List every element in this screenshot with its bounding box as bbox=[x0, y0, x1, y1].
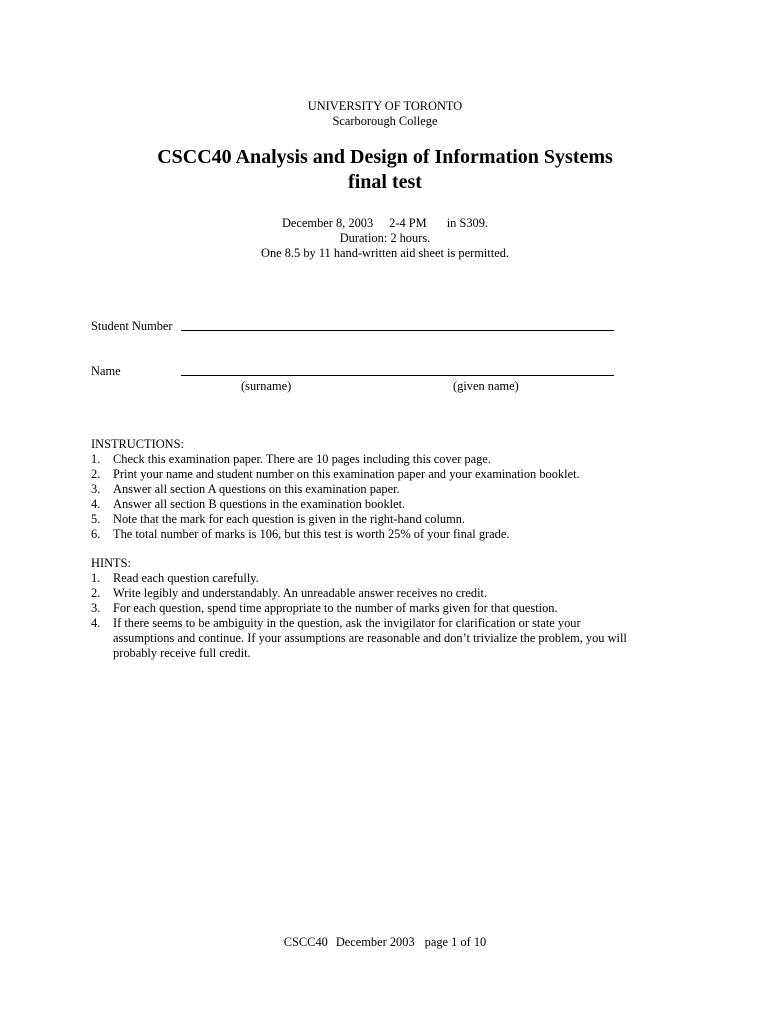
hints-list bbox=[91, 571, 631, 661]
item-number: 2. bbox=[91, 586, 101, 600]
item-text: For each question, spend time appropriate to the number of marks given for that question. bbox=[113, 601, 558, 615]
item-text: Write legibly and understandably. An unreadable answer receives no credit. bbox=[113, 586, 488, 600]
college-name: Scarborough College bbox=[332, 114, 438, 128]
aid-sheet-note: One 8.5 by 11 hand-written aid sheet is permitted. bbox=[261, 246, 509, 260]
item-number: 3. bbox=[91, 482, 101, 496]
footer-page-number: page 1 of 10 bbox=[424, 935, 487, 949]
page-footer bbox=[0, 935, 770, 950]
given-name-caption: (given name) bbox=[453, 379, 519, 393]
item-number: 6. bbox=[91, 527, 101, 541]
exam-date: December 8, 2003 bbox=[281, 216, 374, 230]
item-text: Check this examination paper. There are 10 pages including this cover page. bbox=[113, 452, 491, 466]
exam-duration: Duration: 2 hours. bbox=[339, 231, 431, 245]
item-number: 1. bbox=[91, 571, 101, 585]
list-item bbox=[91, 467, 631, 482]
footer-date: December 2003 bbox=[335, 935, 415, 949]
student-number-field[interactable] bbox=[181, 330, 614, 331]
university-name: UNIVERSITY OF TORONTO bbox=[307, 99, 463, 113]
item-text: If there seems to be ambiguity in the question, ask the invigilator for clarification or state your assumptions and continue. If your assumptions are reasonable and don’t trivialize the problem, you will probably receive full credit. bbox=[113, 616, 627, 660]
item-number: 3. bbox=[91, 601, 101, 615]
list-item bbox=[91, 452, 631, 467]
list-item bbox=[91, 497, 631, 512]
item-text: Answer all section A questions on this examination paper. bbox=[113, 482, 400, 496]
item-number: 5. bbox=[91, 512, 101, 526]
list-item bbox=[91, 616, 631, 661]
surname-caption: (surname) bbox=[241, 379, 292, 393]
item-text: Note that the mark for each question is given in the right-hand column. bbox=[113, 512, 466, 526]
name-label: Name bbox=[91, 364, 121, 378]
student-number-label: Student Number bbox=[91, 319, 173, 333]
item-number: 4. bbox=[91, 497, 101, 511]
instructions-list bbox=[91, 452, 631, 542]
item-text: Read each question carefully. bbox=[113, 571, 259, 585]
list-item bbox=[91, 512, 631, 527]
exam-title: CSCC40 Analysis and Design of Information Systems bbox=[157, 146, 613, 168]
item-text: Answer all section B questions in the examination booklet. bbox=[113, 497, 406, 511]
item-number: 4. bbox=[91, 616, 101, 630]
hints-heading: HINTS: bbox=[91, 556, 131, 570]
name-field[interactable] bbox=[181, 375, 614, 376]
exam-time: 2-4 PM bbox=[389, 216, 427, 230]
list-item bbox=[91, 571, 631, 586]
list-item bbox=[91, 527, 631, 542]
item-text: Print your name and student number on this examination paper and your examination booklet. bbox=[113, 467, 580, 481]
item-number: 2. bbox=[91, 467, 101, 481]
list-item bbox=[91, 482, 631, 497]
exam-room: in S309. bbox=[446, 216, 489, 230]
item-text: The total number of marks is 106, but this test is worth 25% of your final grade. bbox=[113, 527, 510, 541]
list-item bbox=[91, 601, 631, 616]
list-item bbox=[91, 586, 631, 601]
exam-subtitle: final test bbox=[348, 171, 422, 193]
instructions-heading: INSTRUCTIONS: bbox=[91, 437, 184, 451]
footer-course: CSCC40 bbox=[283, 935, 328, 949]
item-number: 1. bbox=[91, 452, 101, 466]
exam-schedule bbox=[0, 216, 770, 231]
